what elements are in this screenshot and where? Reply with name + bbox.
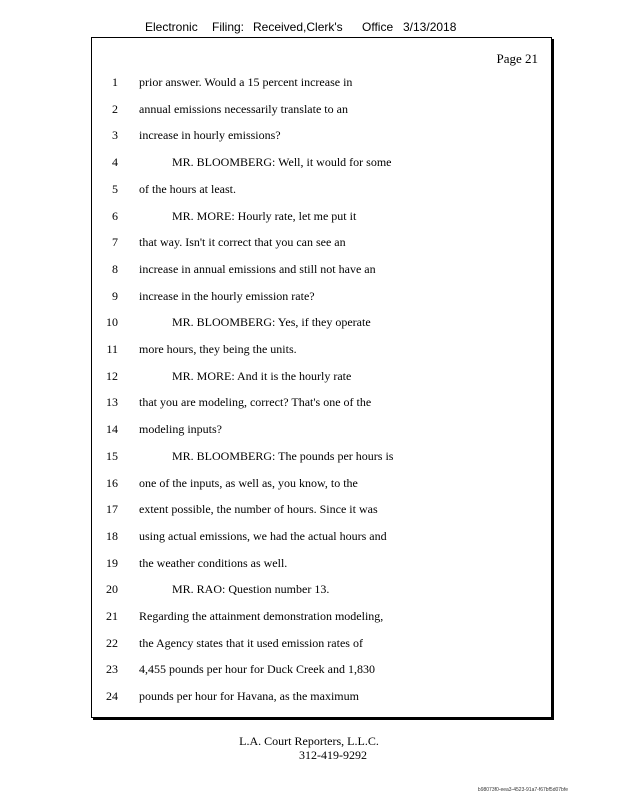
line-number: 11 (106, 342, 118, 356)
line-text: MR. BLOOMBERG: The pounds per hours is (172, 448, 394, 463)
line-text: MR. BLOOMBERG: Yes, if they operate (172, 315, 371, 330)
footer-phone: 312-419-9292 (299, 748, 367, 762)
line-number: 2 (112, 101, 118, 116)
line-number: 4 (112, 155, 118, 170)
transcript-page (91, 37, 552, 718)
footer (0, 734, 618, 762)
line-text: MR. MORE: And it is the hourly rate (172, 368, 352, 383)
line-text: prior answer. Would a 15 percent increase in (139, 75, 353, 89)
line-number: 16 (106, 475, 118, 490)
line-number: 19 (106, 555, 118, 570)
line-number: 8 (112, 261, 118, 276)
line-number: 5 (112, 181, 118, 196)
line-text: annual emissions necessarily translate to an (139, 101, 348, 116)
line-text: of the hours at least. (139, 181, 236, 196)
line-text: increase in hourly emissions? (139, 128, 281, 143)
line-number: 14 (106, 422, 118, 437)
line-text: modeling inputs? (139, 422, 222, 437)
line-text: MR. RAO: Question number 13. (172, 582, 330, 597)
line-text: using actual emissions, we had the actual hours and (139, 528, 387, 543)
line-number: 18 (106, 528, 118, 543)
page-number: Page 21 (496, 51, 538, 66)
line-text: pounds per hour for Havana, as the maximum (139, 689, 359, 704)
line-text: extent possible, the number of hours. Since it was (139, 502, 378, 517)
header-electronic: Electronic (145, 20, 198, 34)
line-text: that you are modeling, correct? That's one of the (139, 395, 372, 410)
line-number: 23 (106, 662, 118, 677)
header-office: Office (362, 20, 394, 34)
line-number: 20 (106, 582, 118, 597)
line-text: more hours, they being the units. (139, 342, 297, 356)
line-number: 17 (106, 502, 118, 517)
line-text: increase in annual emissions and still not have an (139, 261, 376, 276)
line-number: 1 (112, 75, 118, 89)
line-text: MR. MORE: Hourly rate, let me put it (172, 208, 357, 223)
line-text: one of the inputs, as well as, you know, to the (139, 475, 358, 490)
line-number: 7 (112, 235, 118, 250)
line-number: 24 (106, 689, 118, 704)
line-text: the weather conditions as well. (139, 555, 288, 570)
header-date: 3/13/2018 (403, 20, 457, 34)
document-id: b98073f0-eea3-4523-91a7-f67bf5d07bfe (477, 787, 568, 793)
line-text: MR. BLOOMBERG: Well, it would for some (172, 155, 392, 170)
line-text: that way. Isn't it correct that you can see an (139, 235, 346, 250)
line-number: 15 (106, 448, 118, 463)
line-number: 13 (106, 395, 118, 410)
line-text: Regarding the attainment demonstration modeling, (139, 609, 384, 623)
filing-header (0, 20, 618, 38)
line-text: the Agency states that it used emission rates of (139, 635, 363, 650)
footer-company: L.A. Court Reporters, L.L.C. (239, 734, 379, 748)
line-number: 10 (106, 315, 118, 330)
line-text: increase in the hourly emission rate? (139, 288, 315, 303)
line-number: 3 (112, 128, 118, 143)
line-number: 6 (112, 208, 118, 223)
line-number: 22 (106, 635, 118, 650)
line-text: 4,455 pounds per hour for Duck Creek and 1,830 (139, 662, 375, 677)
line-number: 21 (106, 609, 118, 623)
header-filing: Filing: (212, 20, 245, 34)
line-number: 12 (106, 368, 118, 383)
line-number: 9 (112, 288, 118, 303)
header-received: Received,Clerk's (253, 20, 343, 34)
